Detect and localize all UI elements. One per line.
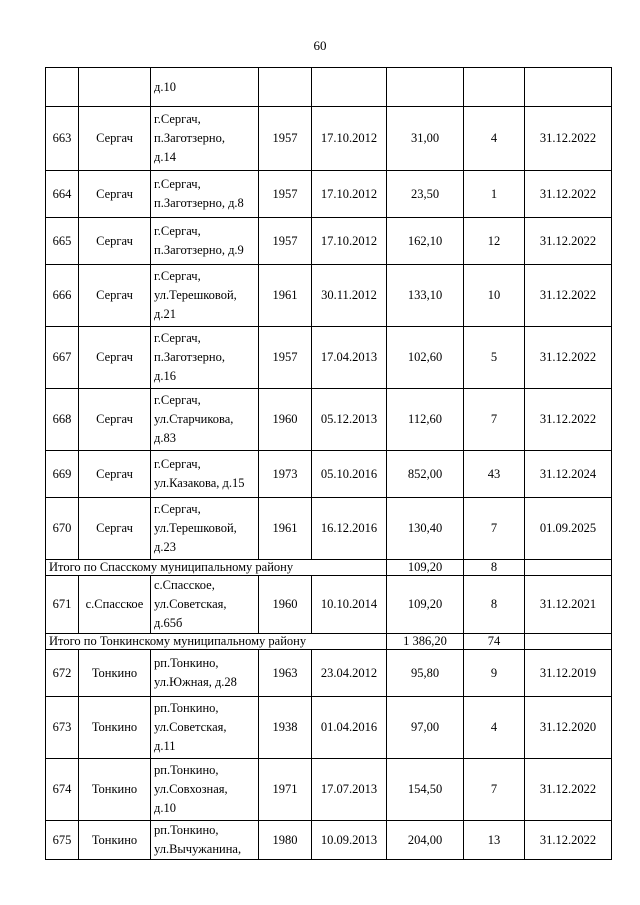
residents-count-cell: 7 xyxy=(464,759,525,821)
address-line: ул.Южная, д.28 xyxy=(154,675,237,689)
address-line: г.Сергач, xyxy=(154,269,201,283)
page-number: 60 xyxy=(313,38,327,53)
address-line: рп.Тонкино, xyxy=(154,701,219,715)
year-cell: 1963 xyxy=(259,650,312,697)
address-line: ул.Казакова, д.15 xyxy=(154,476,245,490)
address-cell xyxy=(151,218,259,265)
address-line: рп.Тонкино, xyxy=(154,763,219,777)
address-line: г.Сергач, xyxy=(154,177,201,191)
area-cell: 23,50 xyxy=(387,171,464,218)
deadline-cell: 31.12.2022 xyxy=(525,218,612,265)
deadline-cell: 31.12.2022 xyxy=(525,821,612,860)
table-row xyxy=(46,171,612,218)
district-total-count: 8 xyxy=(464,560,525,576)
address-line: г.Сергач, xyxy=(154,224,201,238)
residents-count-cell: 10 xyxy=(464,265,525,327)
district-total-count: 74 xyxy=(464,634,525,650)
address-line: п.Заготзерно, xyxy=(154,131,225,145)
address-line: д.11 xyxy=(154,739,176,753)
area-cell: 852,00 xyxy=(387,451,464,498)
table-row xyxy=(46,576,612,634)
table-row xyxy=(46,498,612,560)
year-cell: 1957 xyxy=(259,171,312,218)
settlement-cell: Тонкино xyxy=(79,821,151,860)
residents-count-cell: 8 xyxy=(464,576,525,634)
date-cell: 17.07.2013 xyxy=(312,759,387,821)
settlement-cell: Тонкино xyxy=(79,759,151,821)
address-cell xyxy=(151,650,259,697)
year-cell: 1980 xyxy=(259,821,312,860)
table-row xyxy=(46,389,612,451)
district-total-label: Итого по Тонкинскому муниципальному району xyxy=(46,634,387,650)
district-total-area: 1 386,20 xyxy=(387,634,464,650)
area-cell: 95,80 xyxy=(387,650,464,697)
settlement-cell: Сергач xyxy=(79,389,151,451)
housing-register-table xyxy=(45,67,612,860)
date-cell: 10.10.2014 xyxy=(312,576,387,634)
address-cell xyxy=(151,327,259,389)
deadline-cell: 31.12.2022 xyxy=(525,171,612,218)
settlement-cell: Сергач xyxy=(79,265,151,327)
deadline-cell: 31.12.2022 xyxy=(525,327,612,389)
district-total-row xyxy=(46,634,612,650)
residents-count-cell: 13 xyxy=(464,821,525,860)
address-line: с.Спасское, xyxy=(154,578,215,592)
date-cell: 01.04.2016 xyxy=(312,697,387,759)
address-cell xyxy=(151,759,259,821)
year-cell: 1971 xyxy=(259,759,312,821)
address-line: д.23 xyxy=(154,540,176,554)
address-line: ул.Вычужанина, xyxy=(154,842,242,856)
deadline-cell: 31.12.2021 xyxy=(525,576,612,634)
district-total-label: Итого по Спасскому муниципальному району xyxy=(46,560,387,576)
residents-count-cell: 7 xyxy=(464,498,525,560)
year-cell: 1957 xyxy=(259,218,312,265)
row-number-cell: 672 xyxy=(46,650,79,697)
area-cell: 102,60 xyxy=(387,327,464,389)
date-cell: 05.10.2016 xyxy=(312,451,387,498)
date-cell: 16.12.2016 xyxy=(312,498,387,560)
deadline-cell: 31.12.2022 xyxy=(525,759,612,821)
area-cell: 112,60 xyxy=(387,389,464,451)
year-cell: 1938 xyxy=(259,697,312,759)
address-line: д.10 xyxy=(154,801,176,815)
year-cell: 1960 xyxy=(259,389,312,451)
empty-cell xyxy=(525,634,612,650)
area-cell: 31,00 xyxy=(387,107,464,171)
address-line: д.21 xyxy=(154,307,176,321)
date-cell: 30.11.2012 xyxy=(312,265,387,327)
settlement-cell: Сергач xyxy=(79,327,151,389)
date-cell: 17.10.2012 xyxy=(312,218,387,265)
deadline-cell: 31.12.2022 xyxy=(525,265,612,327)
settlement-cell: Сергач xyxy=(79,218,151,265)
address-line: г.Сергач, xyxy=(154,393,201,407)
area-cell: 130,40 xyxy=(387,498,464,560)
settlement-cell: Сергач xyxy=(79,451,151,498)
deadline-cell: 31.12.2024 xyxy=(525,451,612,498)
address-line: ул.Терешковой, xyxy=(154,521,237,535)
address-cell xyxy=(151,697,259,759)
settlement-cell: Сергач xyxy=(79,498,151,560)
address-cell xyxy=(151,576,259,634)
address-line: ул.Терешковой, xyxy=(154,288,237,302)
date-cell: 17.10.2012 xyxy=(312,171,387,218)
settlement-cell: Тонкино xyxy=(79,650,151,697)
area-cell: 133,10 xyxy=(387,265,464,327)
address-line: рп.Тонкино, xyxy=(154,656,219,670)
table-row xyxy=(46,327,612,389)
table-row xyxy=(46,821,612,860)
residents-count-cell: 7 xyxy=(464,389,525,451)
settlement-cell: Сергач xyxy=(79,171,151,218)
table-row xyxy=(46,759,612,821)
table-row xyxy=(46,265,612,327)
row-number-cell: 669 xyxy=(46,451,79,498)
address-line: д.14 xyxy=(154,150,176,164)
district-total-row xyxy=(46,560,612,576)
table-row xyxy=(46,107,612,171)
area-cell: 204,00 xyxy=(387,821,464,860)
address-cell xyxy=(151,498,259,560)
row-number-cell: 666 xyxy=(46,265,79,327)
address-cell xyxy=(151,171,259,218)
residents-count-cell: 4 xyxy=(464,697,525,759)
address-cell: д.10 xyxy=(151,68,259,107)
address-line: д.83 xyxy=(154,431,176,445)
date-cell: 10.09.2013 xyxy=(312,821,387,860)
row-number-cell: 670 xyxy=(46,498,79,560)
area-cell: 154,50 xyxy=(387,759,464,821)
date-cell: 17.04.2013 xyxy=(312,327,387,389)
table-row xyxy=(46,650,612,697)
address-line: д.65б xyxy=(154,616,183,630)
deadline-cell: 31.12.2019 xyxy=(525,650,612,697)
area-cell: 109,20 xyxy=(387,576,464,634)
address-line: г.Сергач, xyxy=(154,457,201,471)
table-row xyxy=(46,451,612,498)
row-number-cell: 668 xyxy=(46,389,79,451)
residents-count-cell: 4 xyxy=(464,107,525,171)
row-number-cell: 667 xyxy=(46,327,79,389)
address-line: п.Заготзерно, д.9 xyxy=(154,243,244,257)
row-number-cell: 664 xyxy=(46,171,79,218)
address-line: д.16 xyxy=(154,369,176,383)
address-line: п.Заготзерно, xyxy=(154,350,225,364)
address-line: г.Сергач, xyxy=(154,331,201,345)
year-cell: 1960 xyxy=(259,576,312,634)
year-cell: 1957 xyxy=(259,107,312,171)
residents-count-cell: 12 xyxy=(464,218,525,265)
deadline-cell: 31.12.2022 xyxy=(525,107,612,171)
row-number-cell: 663 xyxy=(46,107,79,171)
address-cell xyxy=(151,107,259,171)
residents-count-cell: 1 xyxy=(464,171,525,218)
district-total-area: 109,20 xyxy=(387,560,464,576)
row-number-cell: 671 xyxy=(46,576,79,634)
table-row xyxy=(46,68,612,107)
address-line: ул.Старчикова, xyxy=(154,412,234,426)
residents-count-cell: 43 xyxy=(464,451,525,498)
year-cell: 1973 xyxy=(259,451,312,498)
row-number-cell: 675 xyxy=(46,821,79,860)
address-line: г.Сергач, xyxy=(154,502,201,516)
deadline-cell: 31.12.2022 xyxy=(525,389,612,451)
settlement-cell: с.Спасское xyxy=(79,576,151,634)
address-line: рп.Тонкино, xyxy=(154,823,219,837)
address-line: ул.Советская, xyxy=(154,597,227,611)
row-number-cell: 674 xyxy=(46,759,79,821)
table-row xyxy=(46,697,612,759)
address-line: п.Заготзерно, д.8 xyxy=(154,196,244,210)
row-number-cell: 665 xyxy=(46,218,79,265)
address-cell xyxy=(151,265,259,327)
date-cell: 17.10.2012 xyxy=(312,107,387,171)
year-cell: 1961 xyxy=(259,265,312,327)
row-number-cell: 673 xyxy=(46,697,79,759)
year-cell: 1957 xyxy=(259,327,312,389)
date-cell: 05.12.2013 xyxy=(312,389,387,451)
date-cell: 23.04.2012 xyxy=(312,650,387,697)
address-line: г.Сергач, xyxy=(154,112,201,126)
settlement-cell: Сергач xyxy=(79,107,151,171)
deadline-cell: 31.12.2020 xyxy=(525,697,612,759)
area-cell: 97,00 xyxy=(387,697,464,759)
table-row xyxy=(46,218,612,265)
deadline-cell: 01.09.2025 xyxy=(525,498,612,560)
area-cell: 162,10 xyxy=(387,218,464,265)
settlement-cell: Тонкино xyxy=(79,697,151,759)
address-cell xyxy=(151,821,259,860)
residents-count-cell: 9 xyxy=(464,650,525,697)
address-cell xyxy=(151,389,259,451)
residents-count-cell: 5 xyxy=(464,327,525,389)
address-line: ул.Совхозная, xyxy=(154,782,228,796)
address-cell xyxy=(151,451,259,498)
address-line: ул.Советская, xyxy=(154,720,227,734)
year-cell: 1961 xyxy=(259,498,312,560)
empty-cell xyxy=(525,560,612,576)
